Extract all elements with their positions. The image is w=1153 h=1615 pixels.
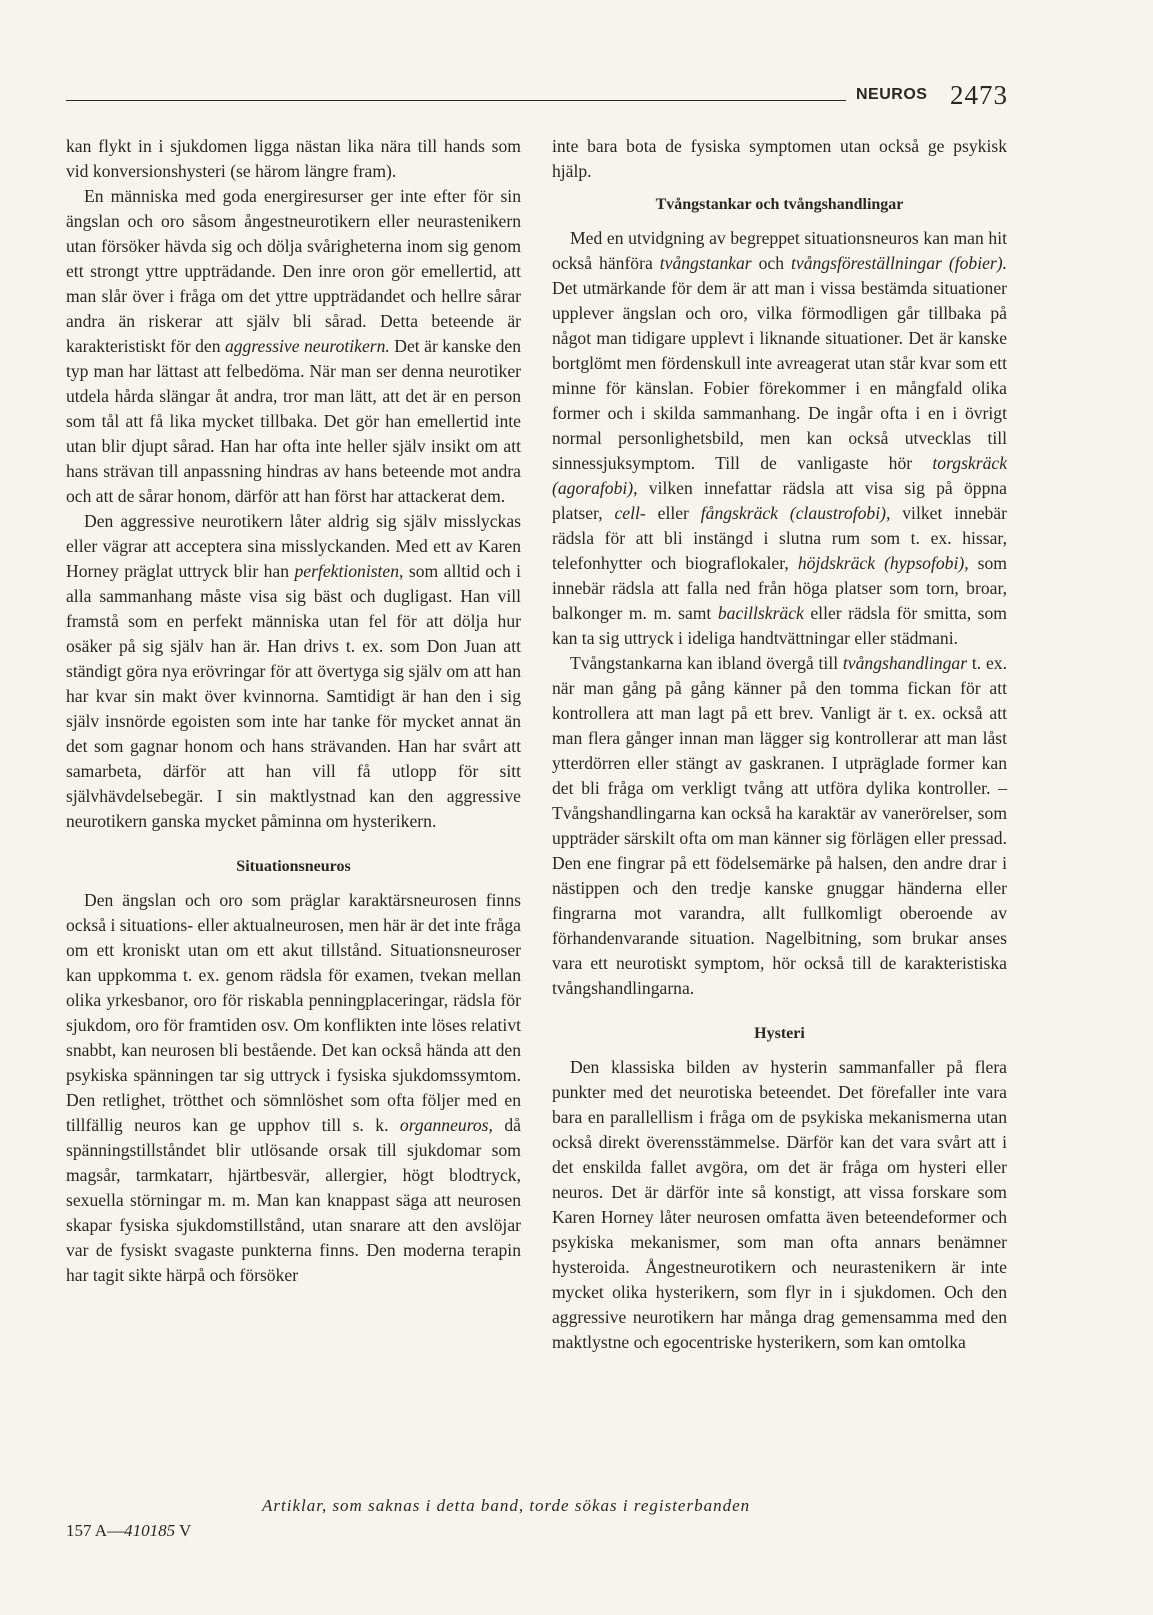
term-aggressive-neurotikern: aggressive neurotikern. — [224, 336, 390, 356]
paragraph-text: vilken innefattar rädsla att visa sig på öppna platser, — [552, 478, 1007, 523]
paragraph-text: kan flykt in i sjukdomen ligga nästan lika nära till hands som vid konversionshysteri (se härom längre fram). — [66, 136, 521, 181]
paragraph-text: som innebär rädsla att falla ned från höga platser som torn, broar, balkonger m. m. samt — [552, 553, 1007, 623]
paragraph-text: t. ex. när man gång på gång känner på den tomma fickan för att kontrollera att man lagt på ett brev. Vanligt är t. ex. också att man flera gånger innan man lägger sig kontrollerar att man låst ytterdörren eller stängt av gaskranen. I utpräglade former kan det bli fråga om verkligt tvång att utföra dylika kontroller. – Tvångshandlingarna kan också ha karaktär av vanerörelser, som uppträder särskilt ofta om man känner sig förlägen eller pressad. Den ene fingrar på ett födelsemärke på halsen, den andre drar i nästippen och den tredje kanske gnuggar händerna eller fingrarna mot varandra, allt fullkomligt oberoende av förhandenvarande situation. Nagelbitning, som brukar anses vara ett neurotiskt symptom, hör också till de karakteristiska tvångshandlingarna. — [552, 653, 1007, 998]
paragraph-text: vilket innebär rädsla för att bli instängd i slutna rum som t. ex. hissar, telefonhytter och biograflokaler, — [552, 503, 1007, 573]
heading-hysteri: Hysteri — [754, 1025, 805, 1042]
page-number: 2473 — [950, 80, 1008, 110]
footer-ref-italic: 410185 — [124, 1521, 176, 1540]
paragraph — [552, 226, 1007, 651]
term: cell- — [614, 503, 646, 523]
paragraph-text: Den ängslan och oro som präglar karaktärsneurosen finns också i situations- eller aktualneurosen, men här är det inte fråga om ett kroniskt utan om ett akut tillstånd. Situationsneuroser kan uppkomma t. ex. genom rädsla för examen, tvekan mellan olika yrkesbanor, oro för riskabla penningplaceringar, rädsla för sjukdom, oro för framtiden osv. Om konflikten inte löses relativt snabbt, kan neurosen bli bestående. Det kan också hända att den psykiska spänningen tar sig uttryck i fysiska sjukdomssymtom. Den retlighet, trötthet och sömnlöshet som ofta följer med en tillfällig neuros kan ge upphov till s. k. — [66, 890, 521, 1135]
paragraph-text: Det utmärkande för dem är att man i vissa bestämda situationer upplever ängslan och oro, vilka förmodligen går tillbaka på något man tidigare upplevt i liknande situationer. Det är kanske bortglömt men fördenskull inte avreagerat utan står kvar som ett minne för känslan. Fobier förekommer i en mångfald olika former och i skilda sammanhang. De ingår ofta i en i övrigt normal personlighetsbild, men kan också utvecklas till sinnessjuksymptom. Till de vanligaste hör — [552, 278, 1007, 473]
paragraph-text: Den aggressive neurotikern låter aldrig sig själv misslyckas eller vägrar att acceptera sina misslyckanden. Med ett av Karen Horney präglat uttryck blir han — [66, 511, 521, 581]
paragraph — [66, 184, 521, 509]
paragraph-text: eller — [645, 503, 701, 523]
paragraph-text: då spänningstillståndet blir utlösande orsak till sjukdomar som magsår, tarmkatarr, hjärtbesvär, allergier, högt blodtryck, sexuella störningar m. m. Man kan knappast säga att neurosen skapar fysiska sjukdomstillstånd, utan snarare att den avslöjar var de fysiskt svagaste punkterna finns. Den moderna terapin har tagit sikte härpå och försöker — [66, 1115, 521, 1285]
term: bacillskräck — [717, 603, 804, 623]
footer-ref-plain: 157 A— — [66, 1521, 125, 1540]
left-column — [66, 134, 521, 1288]
paragraph-text: Den klassiska bilden av hysterin sammanfaller på flera punkter med det neurotiska beteendet. Det förefaller inte vara bara en parallellism i fråga om de psykiska mekanismerna utan också direkt överensstämmelse. Därför kan det vara svårt att i det enskilda fallet avgöra, om det är fråga om hysteri eller neuros. Det är därför inte så konstigt, att vissa forskare som Karen Horney låter neurosen omfatta även beteendeformer och psykiska mekanismer, som man ofta annars benämner hysteroida. Ångestneurotikern och neurastenikern är inte mycket olika hysterikern, som flyr in i sjukdomen. Och den aggressive neurotikern har många drag gemensamma med den maktlystne och egocentriske hysterikern, som kan omtolka — [552, 1057, 1007, 1352]
paragraph-text: Det är kanske den typ man har lättast att felbedöma. När man ser denna neurotiker utdela hårda slängar åt andra, tror man lätt, att det är en person som tål att få lika mycket tillbaka. Det gör han emellertid inte utan blir djupt sårad. Han har ofta inte heller själv insikt om att hans strävan till anpassning hindras av hans beteende mot andra och att de sårar honom, därför att han först har attackerat dem. — [66, 336, 521, 506]
term: höjdskräck (hypsofobi), — [797, 553, 969, 573]
paragraph — [66, 509, 521, 834]
footer-reference — [66, 1521, 191, 1541]
paragraph — [66, 888, 521, 1288]
section-title: NEUROS — [856, 86, 928, 103]
paragraph — [552, 1055, 1007, 1355]
paragraph — [552, 651, 1007, 1001]
paragraph-text: Med en utvidgning av begreppet situationsneuros kan man hit också hänföra — [552, 228, 1007, 273]
term: tvångshandlingar — [842, 653, 968, 673]
footer-ref-suffix: V — [175, 1521, 192, 1540]
paragraph-text: inte bara bota de fysiska symptomen utan också ge psykisk hjälp. — [552, 136, 1007, 181]
term: fångskräck (claustrofobi), — [700, 503, 891, 523]
heading-tvangstankar: Tvångstankar och tvångshandlingar — [655, 196, 904, 213]
paragraph-text: eller rädsla för smitta, som kan ta sig uttryck i ideliga handtvättningar eller städmani. — [552, 603, 1007, 648]
paragraph-text: Tvångstankarna kan ibland övergå till — [570, 653, 843, 673]
paragraph — [552, 134, 1007, 184]
paragraph-text: En människa med goda energiresurser ger inte efter för sin ängslan och oro såsom ångestneurotikern eller neurastenikern utan försöker hävda sig och dölja svårigheterna inom sig genom ett strongt yttre uppträdande. Den inre oron gör emellertid, att man slår över i fråga om det yttre uppträdandet och hellre sårar andra än riskerar att själv bli sårad. Detta beteende är karakteristiskt för den — [66, 186, 521, 356]
footer-note: Artiklar, som saknas i detta band, torde sökas i registerbanden — [262, 1496, 751, 1515]
paragraph-text: och — [751, 253, 792, 273]
term: torgskräck (agorafobi), — [552, 453, 1007, 498]
right-column — [552, 134, 1007, 1355]
heading-situationsneuros: Situationsneuros — [236, 858, 351, 875]
paragraph — [66, 134, 521, 184]
term-organneuros: organneuros, — [399, 1115, 493, 1135]
term: tvångsföreställningar (fobier). — [791, 253, 1007, 273]
header-rule — [66, 100, 846, 101]
paragraph-text: som alltid och i alla sammanhang måste visa sig bäst och dugligast. Han vill framstå som en perfekt människa utan fel för att dölja hur osäker på sig själv han är. Han drivs t. ex. som Don Juan att ständigt göra nya erövringar för att övertyga sig själv om att han har kvar sin makt över kvinnorna. Samtidigt är han den i sig själv insnörde egoisten som inte har tanke för mycket annat än det som gagnar honom och hans strävanden. Han har svårt att samarbeta, därför att han vill få utlopp för sitt självhävdelsebegär. I sin maktlystnad kan den aggressive neurotikern ganska mycket påminna om hysterikern. — [66, 561, 521, 831]
term-perfektionisten: perfektionisten, — [294, 561, 404, 581]
term: tvångstankar — [659, 253, 752, 273]
